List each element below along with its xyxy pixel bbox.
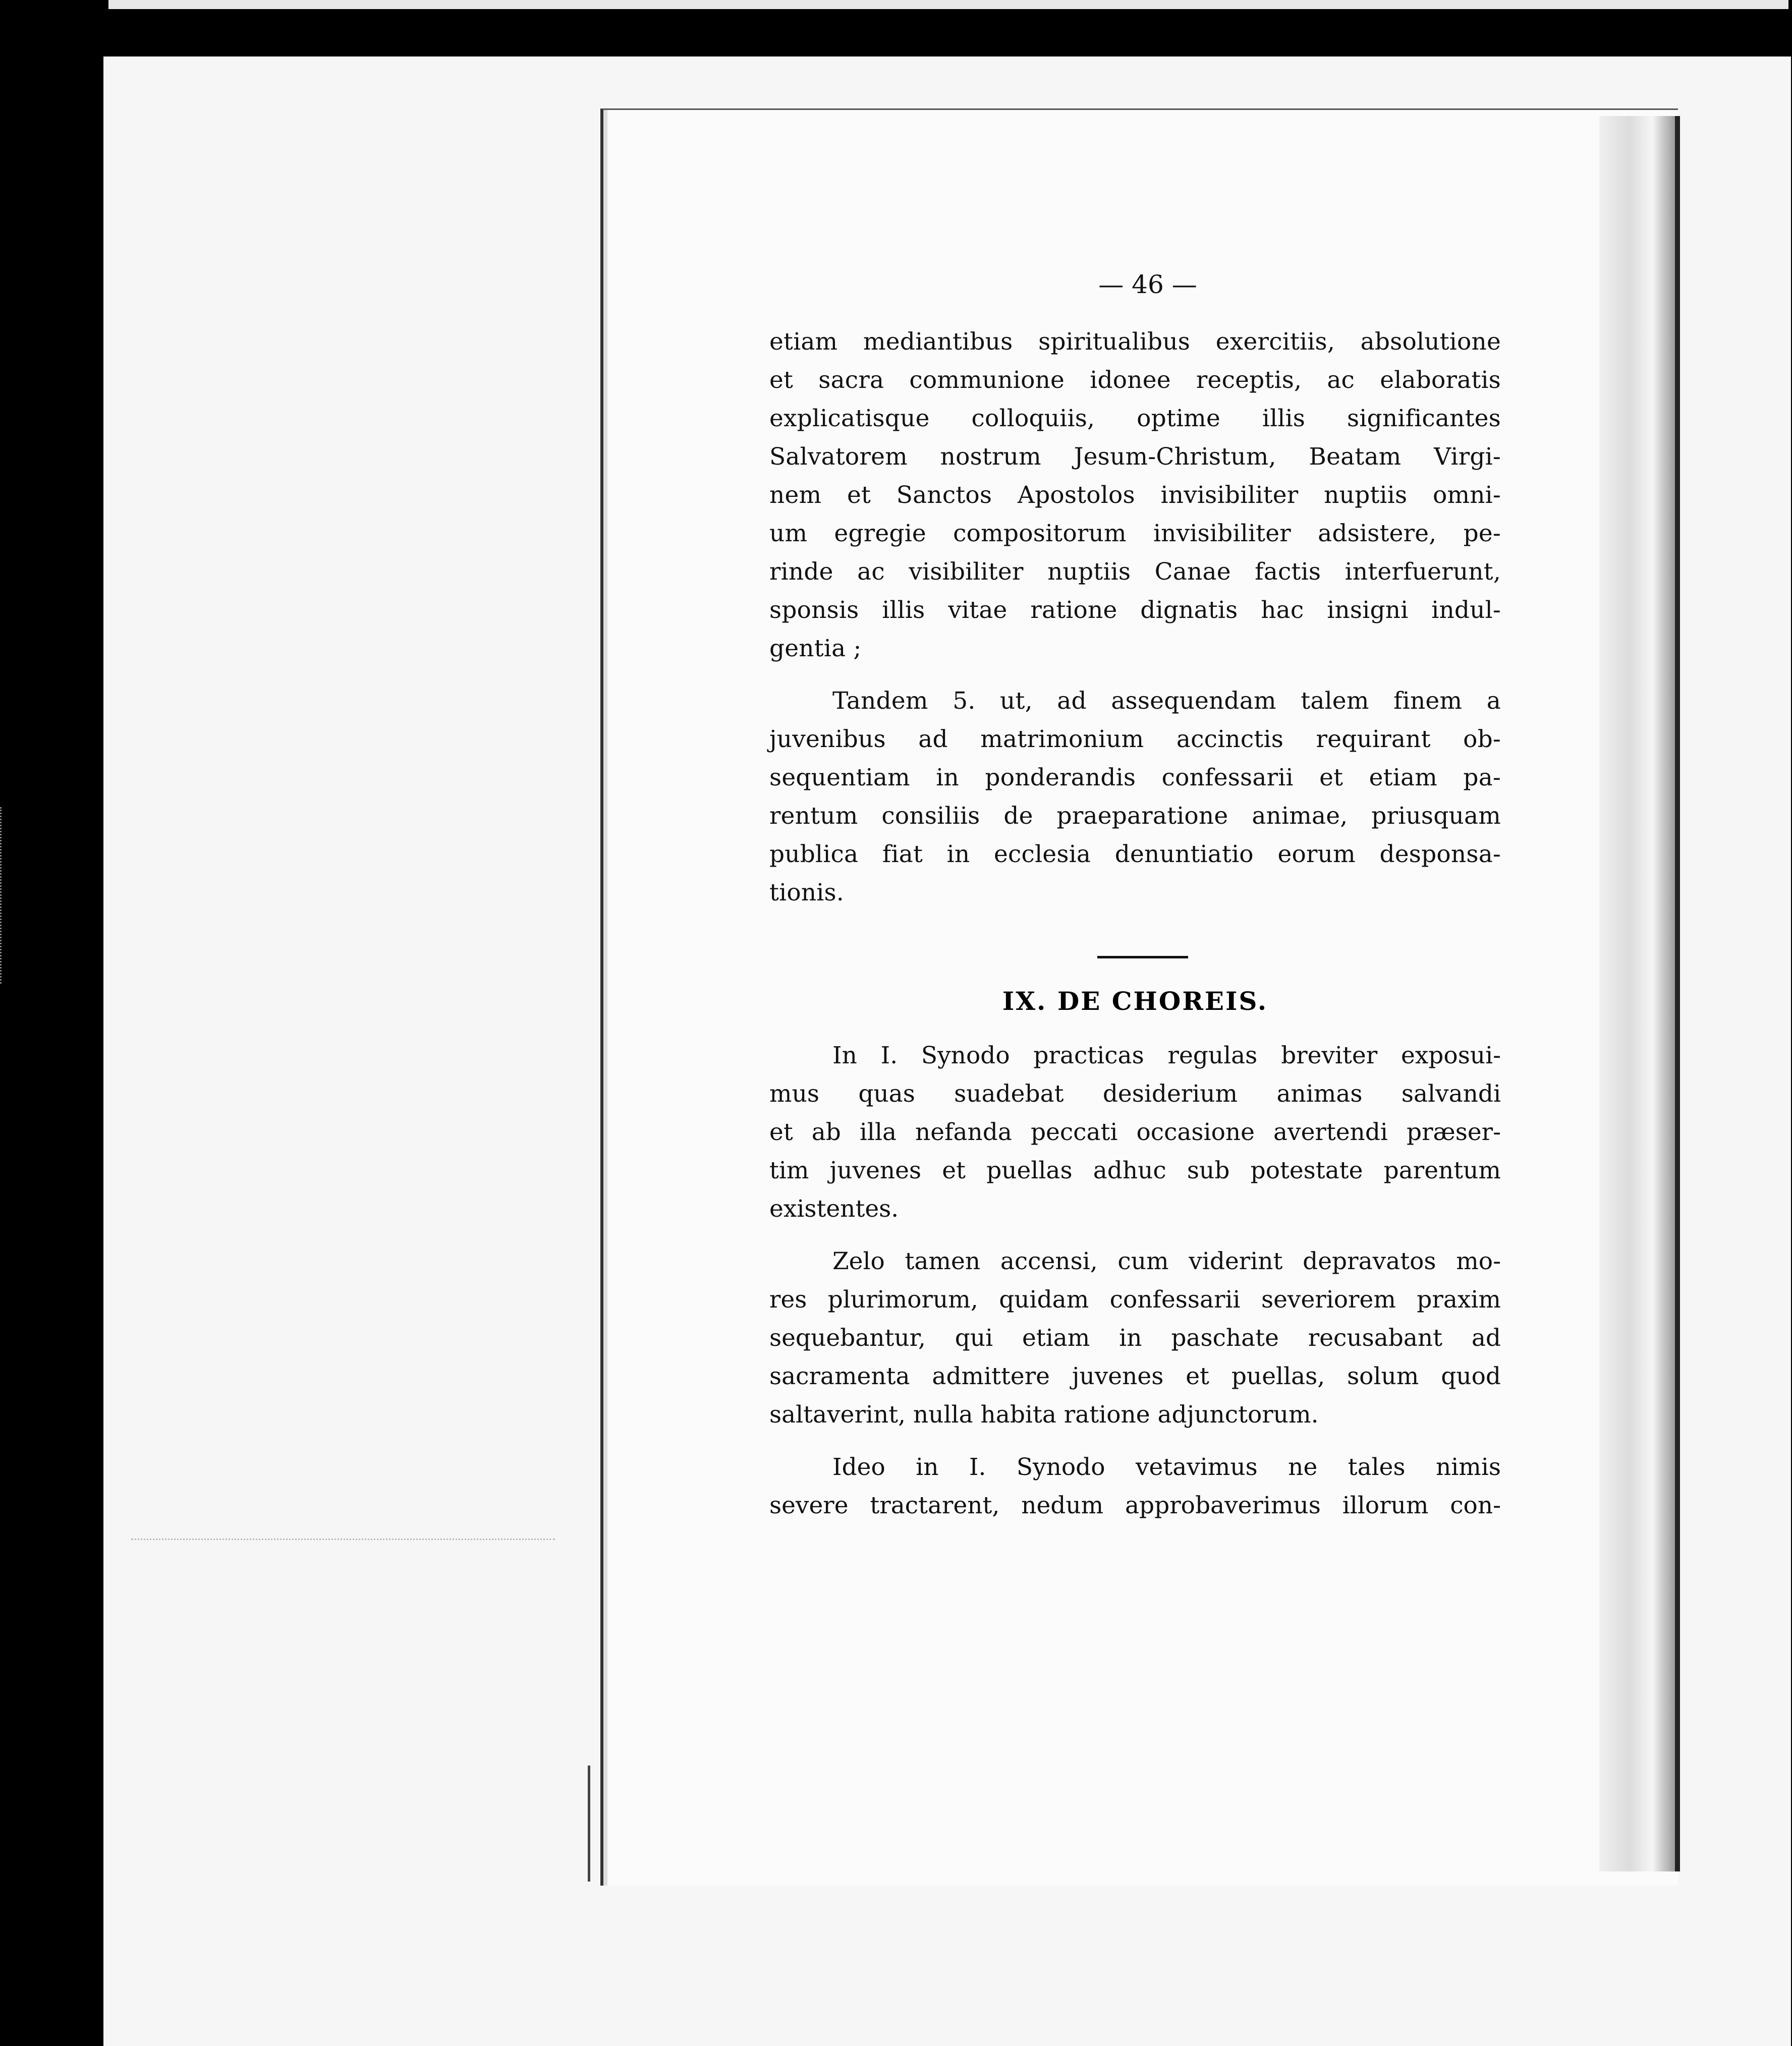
section-divider [1097,956,1188,958]
text-line: nem et Sanctos Apostolos invisibiliter nuptiis omni- [769,481,1501,509]
text-line: existentes. [769,1195,899,1223]
page-number: — 46 — [1098,270,1197,299]
paragraph [769,1037,1501,1228]
section-2-body [769,1037,1501,1525]
text-line: publica fiat in ecclesia denuntiatio eorum desponsa- [769,840,1501,868]
text-line: Ideo in I. Synodo vetavimus ne tales nimis [832,1453,1501,1481]
section-heading: IX. DE CHOREIS. [1002,986,1268,1016]
section-1-body [769,323,1501,912]
text-line: explicatisque colloquiis, optime illis significantes [769,405,1501,432]
text-line: mus quas suadebat desiderium animas salvandi [769,1080,1501,1108]
text-line: res plurimorum, quidam confessarii severiorem praxim [769,1286,1501,1314]
text-line: Salvatorem nostrum Jesum-Christum, Beatam Virgi- [769,443,1501,471]
text-line: rentum consiliis de praeparatione animae, priusquam [769,802,1501,830]
margin-marks [0,807,17,984]
text-line: severe tractarent, nedum approbaverimus illorum con- [769,1492,1501,1519]
paragraph [769,682,1501,912]
text-line: tionis. [769,879,844,906]
text-line: et sacra communione idonee receptis, ac elaboratis [769,366,1501,394]
text-line: saltaverint, nulla habita ratione adjunctorum. [769,1401,1319,1429]
text-line: juvenibus ad matrimonium accinctis requirant ob- [769,725,1501,753]
binding-shadow [588,1766,601,1882]
page-edge [1599,116,1680,1871]
text-line: Tandem 5. ut, ad assequendam talem finem a [832,687,1501,715]
text-line: tim juvenes et puellas adhuc sub potestate parentum [769,1157,1501,1184]
paragraph [769,1448,1501,1525]
text-line: um egregie compositorum invisibiliter adsistere, pe- [769,520,1501,547]
scan-frame-strip [108,0,1788,9]
text-line: Zelo tamen accensi, cum viderint depravatos mo- [832,1247,1501,1275]
text-line: sequentiam in ponderandis confessarii et etiam pa- [769,764,1501,791]
paragraph [769,1242,1501,1434]
text-line: In I. Synodo practicas regulas breviter exposui- [832,1042,1501,1069]
text-line: sacramenta admittere juvenes et puellas, solum quod [769,1362,1501,1390]
text-line: sponsis illis vitae ratione dignatis hac insigni indul- [769,596,1501,624]
text-line: sequebantur, qui etiam in paschate recusabant ad [769,1324,1501,1352]
text-line: gentia ; [769,635,862,662]
text-line: etiam mediantibus spiritualibus exercitiis, absolutione [769,328,1501,356]
text-line: rinde ac visibiliter nuptiis Canae factis interfuerunt, [769,558,1501,586]
bleed-through-mark [131,1539,555,1544]
paragraph [769,323,1501,668]
text-line: et ab illa nefanda peccati occasione avertendi præser- [769,1118,1501,1146]
